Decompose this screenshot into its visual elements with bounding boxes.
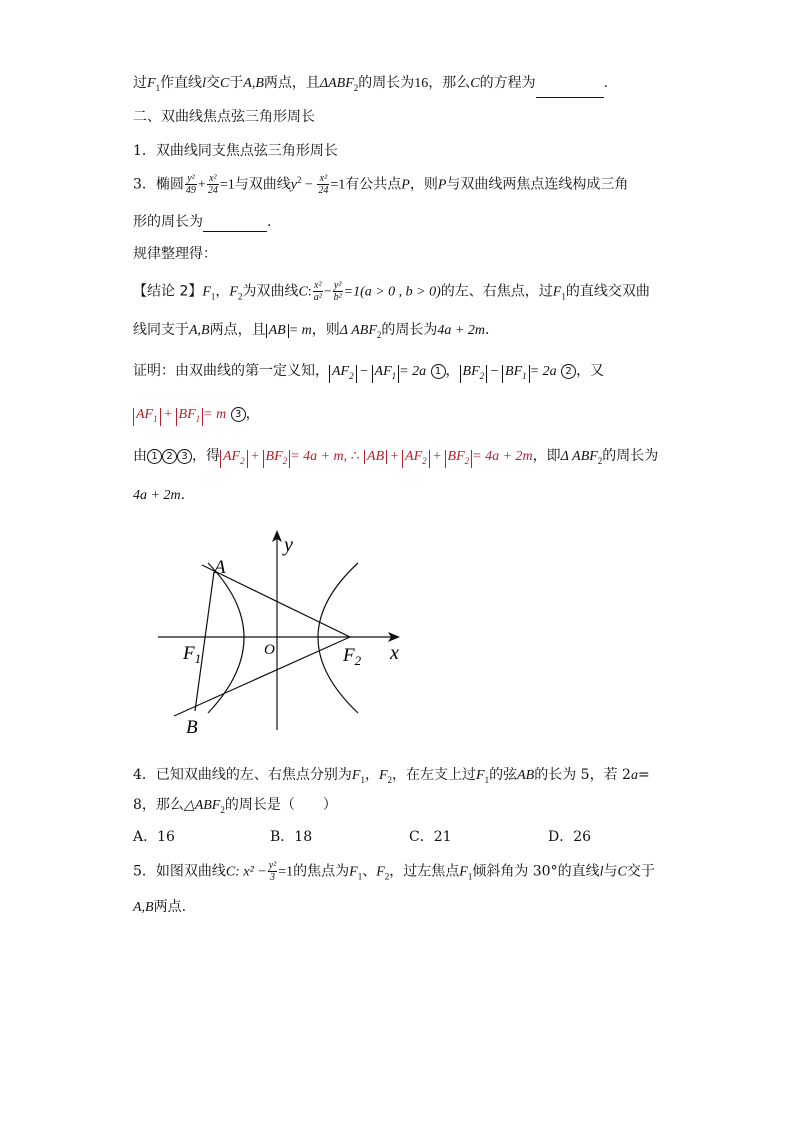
question-3: 3．椭圆 $\frac{\text{y²}}{49}$ + $\frac{\text{x²}}{24}$ =1与双曲线$y^2$ − $\frac{\text{x²}}{24}$ =1有公共点P，则P与双曲线两焦点连线构成三角 xyxy=(133,173,629,197)
label-A: A xyxy=(214,557,226,578)
proof-line-2: $AF_1 + BF_1 = m$ 3 ， xyxy=(133,404,260,426)
proof-line-1: 证明：由双曲线的第一定义知， $AF_2 - AF_1 = 2a$ 1 ， $BF_2 - BF_1 = 2a$ 2 ，又 xyxy=(133,363,605,381)
question-4: 4．已知双曲线的左、右焦点分别为$F_1$，$F_2$，在左支上过$F_1$的弦AB的长为 5，若 2a= xyxy=(133,767,650,785)
circled-2: 2 xyxy=(561,364,576,379)
subsection-heading: 1．双曲线同支焦点弦三角形周长 xyxy=(133,143,338,159)
label-F2: $F_2$ xyxy=(343,645,362,668)
hyperbola-left-branch xyxy=(208,563,244,713)
hyperbola-right-branch xyxy=(318,563,358,713)
question-4-line2: 8，那么$\triangle ABF_2$的周长是（ ） xyxy=(133,797,337,815)
option-d[interactable]: D．26 xyxy=(548,829,592,845)
circled-3: 3 xyxy=(231,407,246,422)
circled-1: 1 xyxy=(431,364,446,379)
conclusion-2: 【结论 2】$F_1$，$F_2$为双曲线C: $\frac{\text{x²}}{\text{a²}}$ − $\frac{\text{y²}}{\text{b²}}$ =1(a > 0 , b > 0)的左、右焦点，过$F_1$的直线交双曲 xyxy=(133,280,650,303)
label-y: y xyxy=(284,534,293,556)
proof-line-3: 由 1 2 3 ，得 $AF_2 + BF_2 = 4a + m$, ∴ AB + $AF_2 + BF_2 = 4a + 2m$，即Δ $ABF_2$的周长为 xyxy=(133,448,659,466)
proof-line-4: 4a + 2m. xyxy=(133,487,186,503)
option-a[interactable]: A．16 xyxy=(133,829,175,845)
label-O: O xyxy=(264,642,275,658)
answer-blank xyxy=(203,217,267,232)
section-heading: 二、双曲线焦点弦三角形周长 xyxy=(133,109,315,125)
option-b[interactable]: B．18 xyxy=(270,829,313,845)
question-3-line2: 形的周长为 . xyxy=(133,214,272,230)
segment-BF2 xyxy=(174,637,350,716)
summary-heading: 规律整理得： xyxy=(133,246,217,262)
question-5: 5．如图双曲线C: x² − $\frac{\text{y²}}{3}$ =1的焦点为$F_1$、$F_2$，过左焦点$F_1$倾斜角为 30°的直线l与C交于 xyxy=(133,860,655,883)
label-B: B xyxy=(186,717,198,738)
segment-AB xyxy=(195,572,214,711)
conclusion-2-line2: 线同支于A,B两点，且 AB = m，则Δ $ABF_2$的周长为4a + 2m. xyxy=(133,322,490,340)
answer-blank xyxy=(536,83,604,98)
hyperbola-focal-chord-figure xyxy=(150,525,410,740)
label-F1: $F_1$ xyxy=(183,643,202,666)
question-5-line2: A,B两点. xyxy=(133,899,187,915)
problem-fragment-line: 过$F_1$作直线l交C于A,B两点，且$\Delta ABF_2$的周长为16，那么C的方程为 . xyxy=(133,73,608,98)
option-c[interactable]: C．21 xyxy=(409,829,452,845)
label-x: x xyxy=(390,642,399,664)
